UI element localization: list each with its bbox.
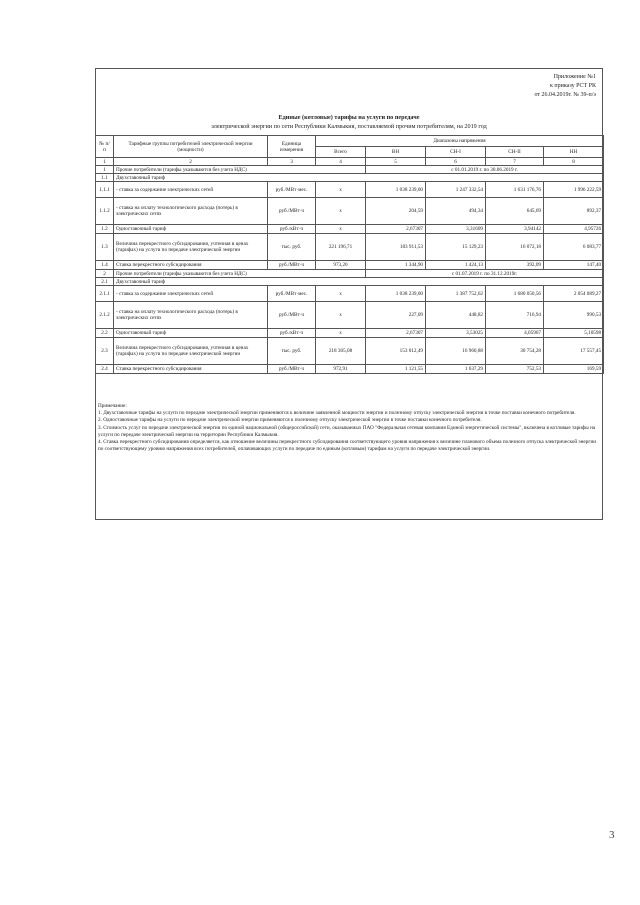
section-label: Прочие потребители (тарифы указываются без учета НДС) — [114, 166, 366, 174]
section-period: с 01.07.2019 г. по 31.12.2019г. — [366, 270, 604, 278]
table-row — [96, 234, 604, 261]
row-unit: руб./МВт·ч — [268, 198, 316, 225]
value-sn2: 16 072,18 — [486, 234, 544, 261]
value-all: x — [316, 182, 366, 198]
note-4: 4. Ставка перекрестного субсидирования определяется, как отношение величины перекрестного субсидирования соответствующего уровня напряжения к величине планового объема полезного отпуска электрической энергии по соответствующему уровню напряжения всех потребителей, оплачивающих услуги по передаче по единым (котловым) тарифам на услуги по передаче электрической энергии. — [98, 439, 596, 453]
column-number: 3 — [268, 158, 316, 166]
tariff-table-body — [96, 166, 604, 374]
appendix-line-3: от 26.04.2019г. № 39-п/э — [534, 92, 596, 98]
value-vn: 1 344,90 — [366, 261, 426, 270]
row-label: Величина перекрестного субсидирования, учтенная в ценах (тарифах) на услуги по передаче электрической энергии — [114, 234, 268, 261]
value-vn: 1 038 239,00 — [366, 286, 426, 302]
value-sn1: 3,53025 — [426, 329, 486, 338]
header-unit: Единица измерения — [268, 136, 316, 158]
table-row — [96, 166, 604, 174]
row-number: 2.4 — [96, 365, 114, 374]
row-number: 1.2 — [96, 225, 114, 234]
value-nn: 169,59 — [544, 365, 604, 374]
value-all: x — [316, 302, 366, 329]
section-label: Прочие потребители (тарифы указываются без учета НДС) — [114, 270, 366, 278]
row-number: 1.4 — [96, 261, 114, 270]
row-unit: руб./МВт·ч — [268, 261, 316, 270]
value-sn2: 752,53 — [486, 365, 544, 374]
value-vn: 2,67307 — [366, 329, 426, 338]
table-row — [96, 174, 604, 182]
row-number: 2.1.2 — [96, 302, 114, 329]
row-label: - ставка за содержание электрических сетей — [114, 286, 268, 302]
value-sn2: 30 754,28 — [486, 338, 544, 365]
table-row — [96, 338, 604, 365]
value-vn: 1 038 239,00 — [366, 182, 426, 198]
header-ranges: Диапазоны напряжения — [316, 136, 604, 147]
value-nn: 4,95726 — [544, 225, 604, 234]
column-number: 8 — [544, 158, 604, 166]
row-number: 1.1 — [96, 174, 114, 182]
note-1: 1. Двухставочные тарифы на услуги по передаче электрической энергии применяются к величине заявленной мощности энергии и полезному отпуску электрической энергии в точке поставки конечного потребителя. — [98, 410, 576, 417]
table-row — [96, 225, 604, 234]
header-group: Тарифные группы потребителей электрической энергии (мощности) — [114, 136, 268, 158]
value-sn2: 1 680 050,56 — [486, 286, 544, 302]
value-sn2: 3,94142 — [486, 225, 544, 234]
column-number: 5 — [366, 158, 426, 166]
value-nn: 5,10598 — [544, 329, 604, 338]
value-vn: 2,67307 — [366, 225, 426, 234]
table-row — [96, 365, 604, 374]
value-all: 972,91 — [316, 365, 366, 374]
header-num: № п/п — [96, 136, 114, 158]
row-unit: руб./МВт·ч — [268, 365, 316, 374]
row-label: Ставка перекрестного субсидирования — [114, 261, 268, 270]
value-all: 973,20 — [316, 261, 366, 270]
appendix-line-2: к приказу РСТ РК — [550, 83, 596, 89]
row-number: 1 — [96, 166, 114, 174]
value-all: 221 196,71 — [316, 234, 366, 261]
table-row — [96, 286, 604, 302]
header-all: Всего — [316, 147, 366, 158]
value-sn1: 16 960,88 — [426, 338, 486, 365]
value-sn1: 1 387 752,62 — [426, 286, 486, 302]
row-number: 2.2 — [96, 329, 114, 338]
value-sn1: 494,34 — [426, 198, 486, 225]
column-number: 6 — [426, 158, 486, 166]
row-label: - ставка за содержание электрических сетей — [114, 182, 268, 198]
row-unit: руб./МВт·ч — [268, 302, 316, 329]
value-nn: 17 557,45 — [544, 338, 604, 365]
column-number: 2 — [114, 158, 268, 166]
row-unit: тыс. руб. — [268, 234, 316, 261]
header-vn: ВН — [366, 147, 426, 158]
subsection-label: Двухставочный тариф — [114, 174, 604, 182]
value-nn: 6 083,77 — [544, 234, 604, 261]
value-vn: 1 121,55 — [366, 365, 426, 374]
header-nn: НН — [544, 147, 604, 158]
row-label: - ставка на оплату технологического расхода (потерь) в электрических сетях — [114, 198, 268, 225]
value-nn: 2 054 089,27 — [544, 286, 604, 302]
table-row — [96, 278, 604, 286]
value-nn: 1 996 222,59 — [544, 182, 604, 198]
value-nn: 147,40 — [544, 261, 604, 270]
note-3: 3. Стоимость услуг по передаче электрической энергии по единой национальной (общероссийской) сети, оказываемых ПАО "Федеральная сетевая компания Единой энергетической системы", включена в котловые тарифы на услуги по передаче электрической энергии на территории Республики Калмыкия. — [98, 424, 596, 438]
table-row — [96, 198, 604, 225]
value-vn: 153 012,49 — [366, 338, 426, 365]
column-number: 1 — [96, 158, 114, 166]
value-sn1: 3,31609 — [426, 225, 486, 234]
row-unit: руб./кВт·ч — [268, 329, 316, 338]
value-all: x — [316, 329, 366, 338]
row-number: 2 — [96, 270, 114, 278]
value-vn: 204,59 — [366, 198, 426, 225]
value-sn2: 4,05967 — [486, 329, 544, 338]
row-unit: тыс. руб. — [268, 338, 316, 365]
row-number: 1.1.2 — [96, 198, 114, 225]
row-label: Величина перекрестного субсидирования, учтенная в ценах (тарифах) на услуги по передаче электрической энергии — [114, 338, 268, 365]
value-all: x — [316, 225, 366, 234]
row-unit: руб./МВт·мес. — [268, 286, 316, 302]
value-sn2: 392,09 — [486, 261, 544, 270]
value-sn1: 15 129,23 — [426, 234, 486, 261]
value-nn: 892,37 — [544, 198, 604, 225]
header-sn1: СН-I — [426, 147, 486, 158]
column-number: 4 — [316, 158, 366, 166]
row-label: Одноставочный тариф — [114, 225, 268, 234]
value-nn: 990,53 — [544, 302, 604, 329]
row-unit: руб./кВт·ч — [268, 225, 316, 234]
appendix-line-1: Приложение №1 — [553, 74, 596, 80]
table-row — [96, 302, 604, 329]
table-row — [96, 261, 604, 270]
value-sn2: 1 631 176,76 — [486, 182, 544, 198]
value-sn1: 1 424,13 — [426, 261, 486, 270]
row-number: 2.1.1 — [96, 286, 114, 302]
table-row — [96, 270, 604, 278]
notes-heading: Примечание: — [98, 403, 127, 409]
value-all: 218 305,08 — [316, 338, 366, 365]
row-label: Ставка перекрестного субсидирования — [114, 365, 268, 374]
tariff-table — [95, 135, 604, 374]
title-line-2: электрической энергии по сети Республики Калмыкия, поставляемой прочим потребителям, на 2019 год — [211, 123, 487, 130]
value-sn1: 1 637,29 — [426, 365, 486, 374]
document-title — [96, 113, 602, 131]
value-all: x — [316, 286, 366, 302]
value-sn2: 716,94 — [486, 302, 544, 329]
column-number: 7 — [486, 158, 544, 166]
row-unit: руб./МВт·мес. — [268, 182, 316, 198]
row-label: - ставка на оплату технологического расхода (потерь) в электрических сетях — [114, 302, 268, 329]
row-number: 2.1 — [96, 278, 114, 286]
subsection-label: Двухставочный тариф — [114, 278, 604, 286]
page-number: 3 — [609, 829, 615, 841]
row-number: 1.3 — [96, 234, 114, 261]
section-period: с 01.01.2019 г. по 30.06.2019 г. — [366, 166, 604, 174]
row-number: 2.3 — [96, 338, 114, 365]
value-sn2: 645,69 — [486, 198, 544, 225]
row-number: 1.1.1 — [96, 182, 114, 198]
value-sn1: 1 247 332,54 — [426, 182, 486, 198]
column-number-row — [96, 158, 604, 166]
table-row — [96, 182, 604, 198]
notes-block — [98, 403, 598, 453]
table-row — [96, 329, 604, 338]
header-sn2: СН-II — [486, 147, 544, 158]
row-label: Одноставочный тариф — [114, 329, 268, 338]
value-vn: 183 911,53 — [366, 234, 426, 261]
title-line-1: Единые (котловые) тарифы на услуги по передаче — [278, 114, 420, 121]
note-2: 2. Одноставочные тарифы на услуги по передаче электрической энергии применяются к полезному отпуску электрической энергии в точке поставки конечного потребителя. — [98, 417, 482, 424]
value-vn: 227,09 — [366, 302, 426, 329]
appendix-note — [534, 73, 596, 100]
document-frame — [95, 68, 603, 520]
value-sn1: 448,82 — [426, 302, 486, 329]
value-all: x — [316, 198, 366, 225]
